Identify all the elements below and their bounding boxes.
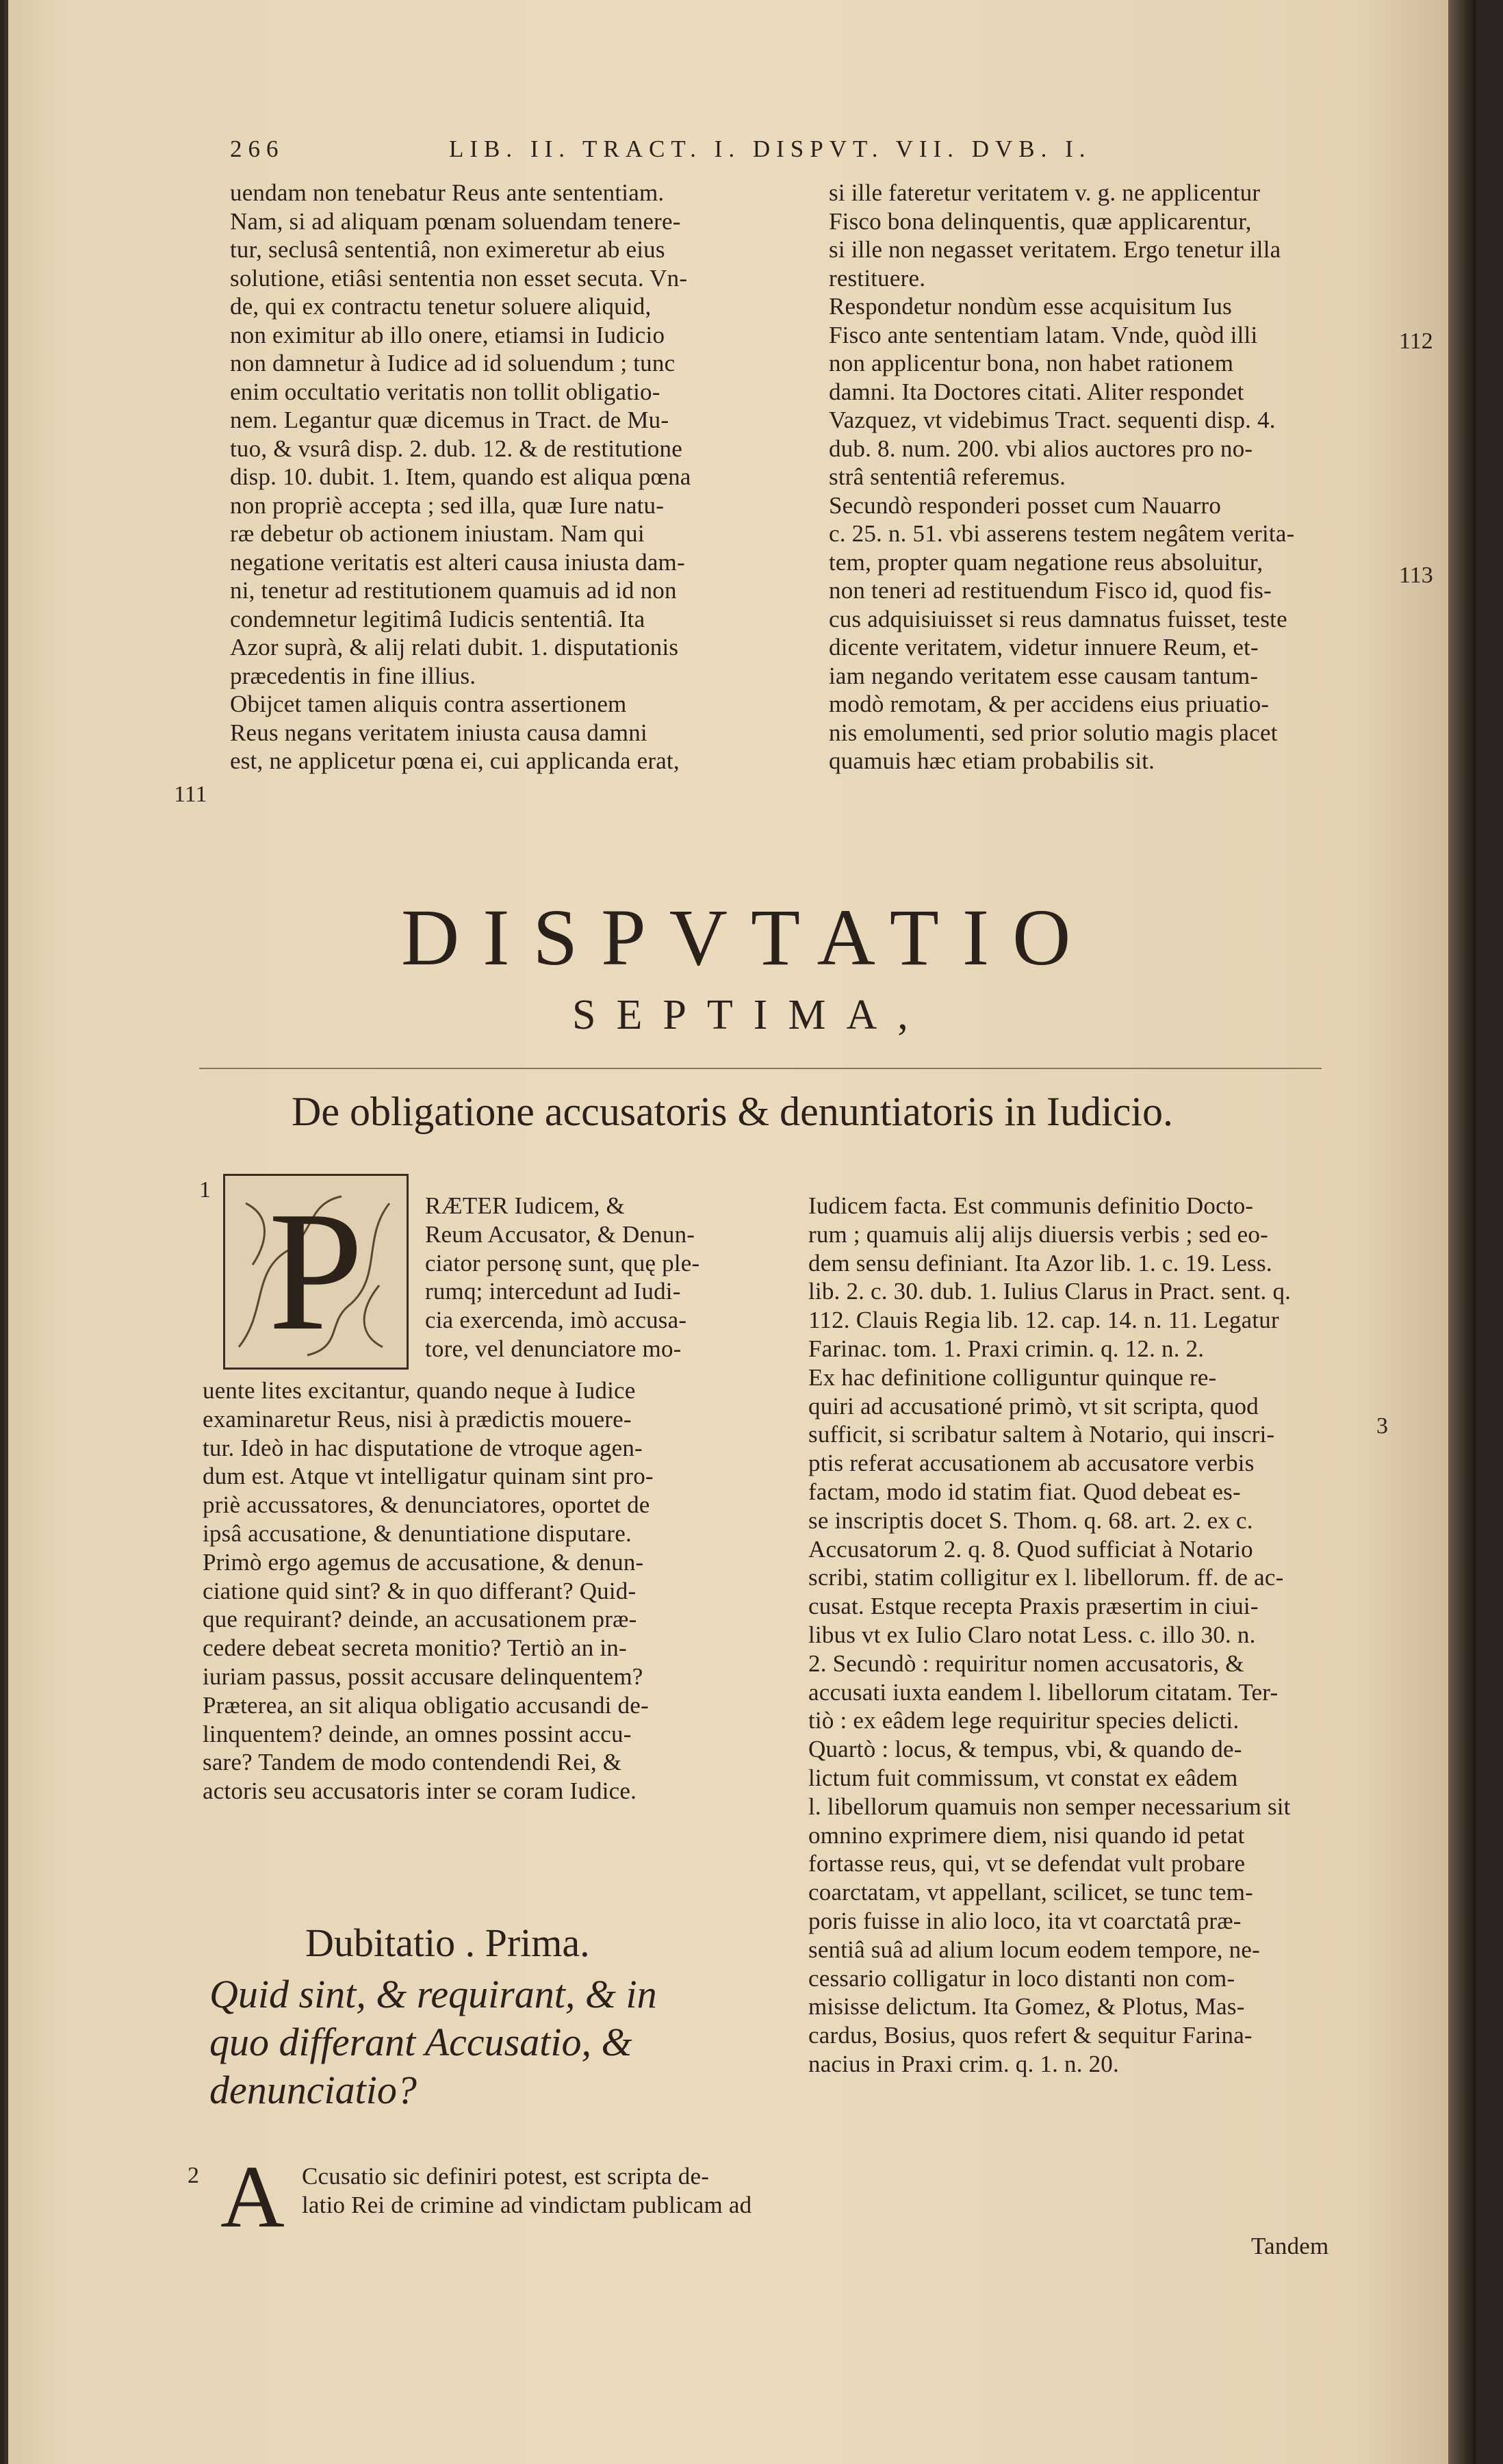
text-line: libus vt ex Iulio Claro notat Less. c. illo 30. n. [808, 1621, 1256, 1648]
dropcap-letter: P [268, 1177, 364, 1366]
text-line: iuriam passus, possit accusare delinquentem? [203, 1663, 643, 1690]
text-line: Obijcet tamen aliquis contra assertionem [230, 691, 627, 717]
text-line: non eximitur ab illo onere, etiamsi in Iudicio [230, 321, 665, 348]
disputatio-title: DISPVTATIO [401, 893, 1094, 982]
text-line: priè accussatores, & denunciatores, oportet de [203, 1491, 650, 1519]
margin-number-111: 111 [174, 782, 207, 807]
text-line: cus adquisiuisset si reus damnatus fuisset, teste [829, 605, 1287, 632]
text-line: misisse delictum. Ita Gomez, & Plotus, Mas- [808, 1993, 1245, 2020]
text-line: tem, propter quam negatione reus absoluitur, [829, 548, 1263, 576]
text-line: uente lites excitantur, quando neque à Iudice [203, 1377, 636, 1404]
text-line: tuo, & vsurâ disp. 2. dub. 12. & de restitutione [230, 435, 682, 462]
text-line: Vazquez, vt videbimus Tract. sequenti disp. 4. [829, 407, 1276, 433]
text-line: Respondetur nondùm esse acquisitum Ius [829, 293, 1232, 320]
text-line: si ille non negasset veritatem. Ergo tenetur illa [829, 236, 1281, 263]
text-line: non teneri ad restituendum Fisco id, quod fis- [829, 577, 1272, 604]
question-line: quo differant Accusatio, & [209, 2020, 632, 2064]
book-binding [1448, 0, 1476, 2464]
text-line: damni. Ita Doctores citati. Aliter respondet [829, 378, 1244, 405]
text-line: nacius in Praxi crim. q. 1. n. 20. [808, 2051, 1119, 2077]
disputatio-topic: De obligatione accusatoris & denuntiatoris in Iudicio. [292, 1089, 1174, 1134]
text-line: sare? Tandem de modo contendendi Rei, & [203, 1749, 622, 1776]
text-line: linquentem? deinde, an omnes possint accu- [203, 1720, 632, 1747]
text-line: si ille fateretur veritatem v. g. ne applicentur [829, 179, 1261, 206]
text-line: Accusatorum 2. q. 8. Quod sufficiat à Notario [808, 1535, 1253, 1563]
text-line: restituere. [829, 264, 926, 292]
text-line: cia exercenda, imò accusa- [425, 1307, 687, 1334]
text-line: quamuis hæc etiam probabilis sit. [829, 747, 1155, 774]
text-line: scribi, statim colligitur ex l. libellorum. ff. de ac- [808, 1564, 1284, 1591]
title-rule [199, 1068, 1322, 1069]
disputatio-subtitle: SEPTIMA, [572, 992, 929, 1038]
text-line: factam, modo id statim fiat. Quod debeat es- [808, 1478, 1241, 1505]
text-line: Reum Accusator, & Denun- [425, 1220, 695, 1248]
margin-number-2: 2 [188, 2163, 199, 2188]
text-line: lib. 2. c. 30. dub. 1. Iulius Clarus in Pract. sent. q. [808, 1278, 1292, 1305]
text-line: rum ; quamuis alij alijs diuersis verbis ; sed eo- [808, 1220, 1268, 1248]
text-line: dub. 8. num. 200. vbi alios auctores pro no- [829, 435, 1253, 462]
text-line: solutione, etiâsi sententia non esset secuta. Vn- [230, 264, 688, 292]
text-line: sentiâ suâ ad alium locum eodem tempore, ne- [808, 1936, 1260, 1963]
text-line: Primò ergo agemus de accusatione, & denun- [203, 1548, 644, 1576]
text-line: c. 25. n. 51. vbi asserens testem negâtem verita- [829, 520, 1295, 547]
text-line: Quartò : locus, & tempus, vbi, & quando de- [808, 1736, 1242, 1763]
text-line: strâ sententiâ referemus. [829, 463, 1066, 490]
text-line: cessario colligatur in loco distanti non com- [808, 1964, 1235, 1992]
text-line: enim occultatio veritatis non tollit obligatio- [230, 378, 660, 405]
text-line: Nam, si ad aliquam pœnam soluendam tenere- [230, 207, 681, 235]
text-line: iam negando veritatem esse causam tantum- [829, 662, 1259, 689]
text-line: Azor suprà, & alij relati dubit. 1. disputationis [230, 634, 679, 660]
text-line: non propriè accepta ; sed illa, quæ Iure natu- [230, 491, 665, 519]
text-line: non damnetur à Iudice ad id soluendum ; tunc [230, 350, 676, 376]
text-line: ræ debetur ob actionem iniustam. Nam qui [230, 520, 645, 547]
text-line: ptis referat accusationem ab accusatore verbis [808, 1450, 1255, 1477]
decorated-initial [223, 1174, 409, 1370]
running-title: LIB. II. TRACT. I. DISPVT. VII. DVB. I. [449, 136, 1092, 162]
text-line: cedere debeat secreta monitio? Tertiò an in- [203, 1634, 627, 1662]
page-number: 266 [230, 136, 285, 162]
text-line: Iudicem facta. Est communis definitio Docto- [808, 1192, 1254, 1219]
question-line: Quid sint, & requirant, & in [209, 1972, 657, 2016]
text-line: RÆTER Iudicem, & [425, 1192, 625, 1219]
text-line: latio Rei de crimine ad vindictam publicam ad [302, 2192, 752, 2218]
text-line: Ex hac definitione colliguntur quinque re- [808, 1363, 1217, 1391]
text-line: dum est. Atque vt intelligatur quinam sint pro- [203, 1463, 654, 1490]
margin-number-3: 3 [1376, 1413, 1388, 1439]
text-line: nem. Legantur quæ dicemus in Tract. de Mu- [230, 407, 669, 433]
text-line: præcedentis in fine illius. [230, 662, 476, 689]
text-line: ipsâ accusatione, & denuntiatione disputare. [203, 1520, 632, 1547]
dubitatio-heading: Dubitatio . Prima. [305, 1921, 590, 1965]
text-line: 2. Secundò : requiritur nomen accusatoris, & [808, 1650, 1244, 1677]
text-line: actoris seu accusatoris inter se coram Iudice. [203, 1778, 637, 1805]
catchword: Tandem [1251, 2233, 1329, 2259]
question-line: denunciatio? [209, 2068, 417, 2112]
text-line: Secundò responderi posset cum Nauarro [829, 491, 1222, 519]
text-line: que requirant? deinde, an accusationem præ- [203, 1606, 637, 1633]
text-line: coarctatam, vt appellant, scilicet, se tunc tem- [808, 1879, 1254, 1906]
text-line: Præterea, an sit aliqua obligatio accusandi de- [203, 1691, 649, 1719]
text-line: lictum fuit commissum, vt constat ex eâdem [808, 1764, 1238, 1791]
text-line: tore, vel denunciatore mo- [425, 1335, 682, 1362]
text-line: ciator personę sunt, quę ple- [425, 1249, 700, 1276]
text-line: condemnetur legitimâ Iudicis sententiâ. Ita [230, 605, 645, 632]
text-line: modò remotam, & per accidens eius priuatio- [829, 691, 1270, 717]
text-line: fortasse reus, qui, vt se defendat vult probare [808, 1850, 1246, 1877]
page-edge-left [4, 0, 8, 2464]
text-line: Reus negans veritatem iniusta causa damni [230, 719, 647, 746]
text-line: 112. Clauis Regia lib. 12. cap. 14. n. 11. Legatur [808, 1307, 1279, 1334]
text-line: rumq; intercedunt ad Iudi- [425, 1278, 681, 1305]
text-line: uendam non tenebatur Reus ante sententiam. [230, 179, 665, 206]
margin-number-112: 112 [1399, 329, 1433, 354]
text-line: disp. 10. dubit. 1. Item, quando est aliqua pœna [230, 463, 691, 490]
text-line: Ccusatio sic definiri potest, est scripta de- [302, 2163, 710, 2190]
initial-a: A [220, 2148, 285, 2246]
text-line: nis emolumenti, sed prior solutio magis placet [829, 719, 1278, 746]
text-line: cardus, Bosius, quos refert & sequitur Farina- [808, 2022, 1252, 2049]
text-line: examinaretur Reus, nisi à prædictis mouere- [203, 1405, 632, 1433]
text-line: sufficit, si scribatur saltem à Notario, qui inscri- [808, 1421, 1275, 1448]
text-line: ciatione quid sint? & in quo differant? Quid- [203, 1577, 637, 1604]
text-line: negatione veritatis est alteri causa iniusta dam- [230, 548, 685, 576]
text-line: accusati iuxta eandem l. libellorum citatam. Ter- [808, 1678, 1279, 1706]
text-line: Fisco bona delinquentis, quæ applicarentur, [829, 207, 1252, 235]
text-line: tur, seclusâ sententiâ, non eximeretur ab eius [230, 236, 665, 263]
text-line: omnino exprimere diem, nisi quando id petat [808, 1821, 1245, 1849]
book-page [4, 0, 1476, 2464]
text-line: dem sensu definiant. Ita Azor lib. 1. c. 19. Less. [808, 1249, 1272, 1276]
text-line: Farinac. tom. 1. Praxi crimin. q. 12. n. 2. [808, 1335, 1205, 1362]
text-line: de, qui ex contractu tenetur soluere aliquid, [230, 293, 652, 320]
text-line: Fisco ante sententiam latam. Vnde, quòd illi [829, 321, 1258, 348]
text-line: se inscriptis docet S. Thom. q. 68. art. 2. ex c. [808, 1506, 1253, 1534]
text-line: est, ne applicetur pœna ei, cui applicanda erat, [230, 747, 680, 774]
text-line: non applicentur bona, non habet rationem [829, 350, 1234, 376]
text-line: ni, tenetur ad restitutionem quamuis ad id non [230, 577, 677, 604]
text-line: tur. Ideò in hac disputatione de vtroque agen- [203, 1434, 643, 1461]
text-line: tiò : ex eâdem lege requiritur species delicti. [808, 1707, 1239, 1734]
text-line: poris fuisse in alio loco, ita vt coarctatâ præ- [808, 1908, 1242, 1934]
margin-number-1: 1 [199, 1177, 211, 1203]
text-line: quiri ad accusationé primò, vt sit scripta, quod [808, 1392, 1259, 1420]
text-line: l. libellorum quamuis non semper necessarium sit [808, 1793, 1291, 1820]
margin-number-113: 113 [1399, 563, 1433, 588]
text-line: dicente veritatem, videtur innuere Reum, et- [829, 634, 1259, 660]
text-line: cusat. Estque recepta Praxis præsertim in ciui- [808, 1593, 1259, 1620]
